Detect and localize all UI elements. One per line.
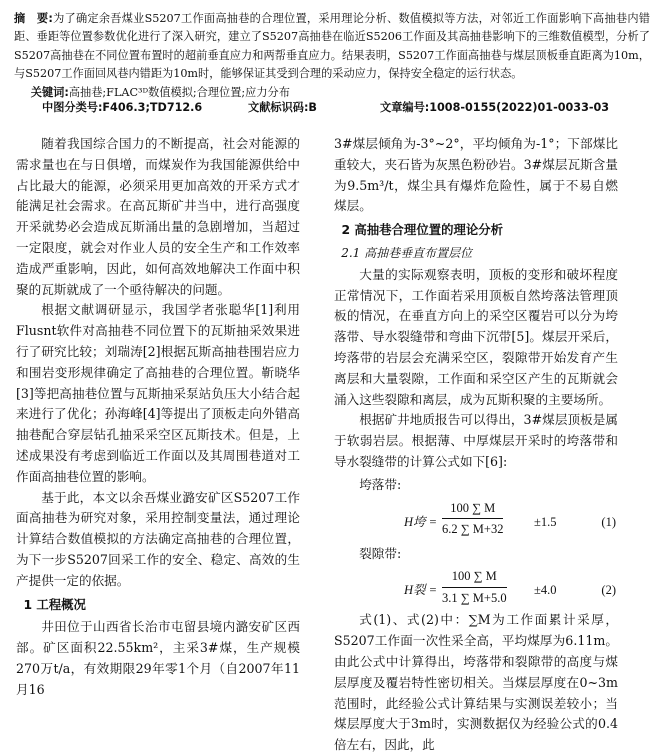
equation-1-numerator: 100 ∑ M: [442, 498, 503, 520]
equation-2-label: 裂隙带:: [359, 545, 402, 561]
equation-1-number: (1): [601, 514, 616, 529]
equation-1-lhs: H垮 =: [404, 514, 438, 529]
paragraph-seam: 3#煤层倾角为-3°~2°，平均倾角为-1°；下部煤比重较大，夹石皆为灰黑色粉砂岩。3#煤层瓦斯含量为9.5m³/t，煤尘具有爆炸危险性，属于不易自燃煤层。: [334, 136, 618, 214]
keywords-text: 高抽巷;FLAC³ᴰ数值模拟;合理位置;应力分布: [68, 85, 290, 99]
section-heading-2: 2 高抽巷合理位置的理论分析: [341, 222, 504, 238]
paragraph-formula-intro: 根据矿井地质报告可以得出，3#煤层顶板是属于软弱岩层。根据薄、中厚煤层开采时的垮落带和导水裂缝带的计算公式如下[6]:: [334, 412, 618, 469]
document-code: 文献标识码:B: [248, 101, 317, 114]
equation-2-tail: ±4.0: [534, 583, 557, 598]
equation-2-denominator: 3.1 ∑ M+5.0: [442, 591, 507, 606]
equation-2-fraction: [442, 566, 507, 609]
equation-2-numerator: 100 ∑ M: [442, 566, 507, 588]
equation-1-denominator: 6.2 ∑ M+32: [442, 522, 504, 537]
paragraph-zones: 大量的实际观察表明，顶板的变形和破坏程度正常情况下，工作面若采用顶板自然垮落法管理顶板的情况，在垂直方向上的采空区覆岩可以分为垮落带、导水裂缝带和弯曲下沉带[5]。煤层开采后，垮落带的岩层会充满采空区，裂隙带开始发育产生离层和大量裂隙，工作面和采空区产生的瓦斯就会涌入这些裂隙和离层，成为瓦斯积聚的主要场所。: [334, 266, 618, 407]
abstract-text: 为了确定余吾煤业S5207工作面高抽巷的合理位置，采用理论分析、数值模拟等方法，对邻近工作面影响下高抽巷内错距、垂距等位置参数优化进行了深入研究，建立了S5207高抽巷在临近S5206工作面及其高抽巷影响下的三维数值模型，分析了S5207高抽巷在不同位置布置时的超前垂直应力和两帮垂直应力。结果表明，S5207工作面高抽巷与煤层顶板垂直距离为10m，与S5207工作面回风巷内错距为10m时，能够保证其受到合理的采动应力，保持安全稳定的运行状态。: [14, 12, 650, 81]
equation-1: [334, 498, 618, 542]
left-column: [16, 134, 300, 701]
paragraph-formula-explanation: 式(1)、式(2)中：∑M为工作面累计采厚，S5207工作面一次性采全高，平均煤厚为6.11m。由此公式中计算得出，垮落带和裂隙带的高度与煤层厚度及覆岩特性密切相关。当煤层厚度在0~3m范围时，此经验公式计算结果与实测误差较小；当煤层厚度大于3m时，实测数据仅为经验公式的0.4倍左右，因此，此: [334, 612, 618, 753]
equation-2-lhs: H裂 =: [404, 583, 438, 598]
abstract-label: 摘 要:: [14, 12, 53, 25]
equation-1-fraction: [442, 498, 503, 541]
clc-number: 中图分类号:F406.3;TD712.6: [42, 101, 203, 114]
paragraph-basis: 基于此，本文以余吾煤业潞安矿区S5207工作面高抽巷为研究对象，采用控制变量法，通过理论计算结合数值模拟的方法确定高抽巷的合理位置，为下一步S5207回采工作的安全、稳定、高效的生产提供一定的依据。: [16, 489, 300, 588]
equation-1-tail: ±1.5: [534, 514, 557, 529]
subsection-heading-2-1: 2.1 高抽巷垂直布置层位: [341, 245, 473, 260]
paragraph-overview: 井田位于山西省长治市屯留县境内潞安矿区西部。矿区面积22.55km²，主采3#煤，生产规模270万t/a，有效期限29年零1个月（自2007年11月16: [16, 619, 300, 697]
equation-2: [334, 566, 618, 610]
section-heading-1: 1 工程概况: [23, 596, 86, 612]
paragraph-intro: 随着我国综合国力的不断提高，社会对能源的需求量也在与日俱增，而煤炭作为我国能源供给中占比最大的能源，必须采用更加高效的开采方式才能满足社会需求。在高瓦斯矿井当中，进行高强度开采就势必会造成瓦斯涌出量的急剧增加，当超过一定限度，就会对作业人员的安全生产和工作效率造成严重影响，因此，如何高效地解决工作面中积聚的瓦斯就成了一个亟待解决的问题。: [16, 136, 300, 297]
keywords-label: 关键词:: [30, 85, 69, 99]
equation-2-number: (2): [601, 583, 616, 598]
equation-1-label: 垮落带:: [359, 476, 402, 492]
right-column: [334, 134, 618, 756]
paragraph-literature: 根据文献调研显示，我国学者张聪华[1]利用Flusnt软件对高抽巷不同位置下的瓦斯抽采效果进行了研究比较；刘瑞涛[2]根据瓦斯高抽巷围岩应力和围岩变形规律确定了高抽巷的合理位置。靳晓华[3]等把高抽巷位置与瓦斯抽采泵站负压大小结合起来进行了优化；孙海峰[4]等提出了顶板走向外错高抽巷配合穿层钻孔抽采采空区瓦斯技术。但是，上述成果没有考虑到临近工作面以及其周围巷道对工作面高抽巷位置的影响。: [16, 302, 300, 484]
abstract-block: [14, 10, 650, 102]
article-number: 文章编号:1008-0155(2022)01-0033-03: [380, 101, 610, 114]
